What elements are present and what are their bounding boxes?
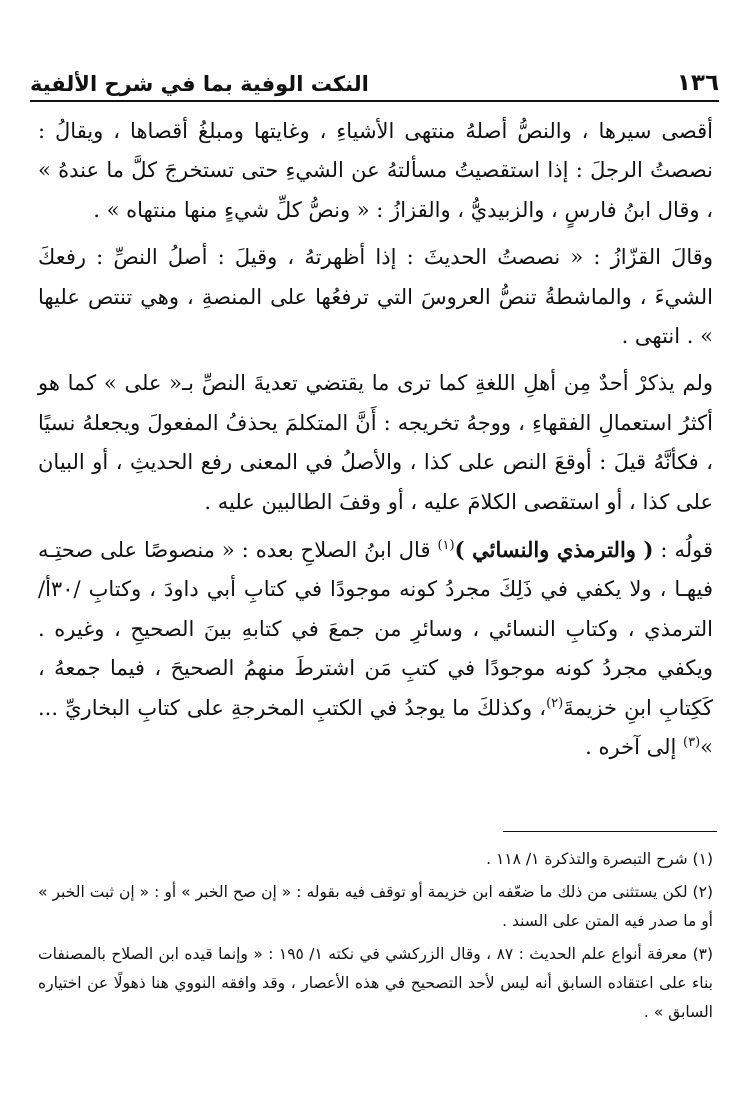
page-number: ١٣٦ [676, 70, 719, 96]
paragraph-2: وقالَ القزّازُ : « نصصتُ الحديثَ : إذا أظهرتهُ ، وقيلَ : أصلُ النصِّ : رفعكَ الشيءَ ، والماشطةُ تنصُّ العروسَ التي ترفعُها على المنصةِ ، وهي تنتص عليها » . انتهى . [38, 245, 713, 349]
footnote-1: (١) شرح التبصرة والتذكرة ١/ ١١٨ . [486, 850, 713, 868]
paragraph-1: أقصى سيرها ، والنصُّ أصلهُ منتهى الأشياءِ ، وغايتها ومبلغُ أقصاها ، ويقالُ : نصصتُ الرجلَ : إذا استقصيتُ مسألتهُ عن الشيءِ حتى تستخرجَ كلَّ ما عندهُ » ، وقال ابنُ فارسٍ ، والزبيديُّ ، والقزازُ : « ونصُّ كلِّ شيءٍ منها منتهاه » . [38, 119, 713, 222]
main-text [38, 112, 713, 776]
paragraph-4-text-2: ، وكذلكَ ما يوجدُ في الكتبِ المخرجةِ على كتابِ البخاريِّ ... » [38, 695, 713, 760]
footnote-ref-3: (٣) [683, 735, 701, 751]
footnote-3: (٣) معرفة أنواع علم الحديث : ٨٧ ، وقال الزركشي في نكته ١/ ١٩٥ : « وإنما قيده ابن الصلاح بالمصنفات بناء على اعتقاده السابق أنه ليس لأحد التصحيح في هذه الأعصار ، وقد وافقه النووي هنا ذهولًا عن اختياره السابق » . [38, 945, 714, 1021]
footnote-ref-1: (١) [437, 538, 455, 554]
paragraph-4-text: قال ابنُ الصلاحِ بعده : « منصوصًا على صحتِـه فيهـا ، ولا يكفي في ذَلِكَ مجردُ كونه موجودًا في كتابِ أبي داودَ ، وكتابِ /٣٠أ/ الترمذي ، وكتابِ النسائي ، وسائرِ من جمعَ في كتابهِ بينَ الصحيحِ ، وغيره . ويكفي مجردُ كونه موجودًا في كتبِ مَن اشترطَ منهمُ الصحيحَ ، فيما جمعهُ ، كَكِتابِ ابنِ خزيمةَ [38, 538, 714, 720]
footnote-ref-2: (٢) [546, 695, 564, 711]
running-title: النكت الوفية بما في شرح الألفية [30, 72, 369, 96]
paragraph-4 [38, 530, 713, 767]
footnotes [38, 845, 713, 1031]
footnote-2: (٢) لكن يستثنى من ذلك ما ضعّفه ابن خزيمة أو توقف فيه بقوله : « إن صح الخبر » أو : « إن ثبت الخبر » أو ما صدر فيه المتن على السند . [38, 883, 713, 930]
footnote-divider [503, 831, 717, 832]
page-header [30, 58, 719, 102]
quoted-phrase: ( والترمذي والنسائي ) [454, 537, 654, 563]
paragraph-4-end: إلى آخره . [585, 735, 683, 760]
paragraph-3: ولم يذكرْ أحدٌ مِن أهلِ اللغةِ كما ترى ما يقتضي تعديةَ النصِّ بـ« على » كما هو أكثرُ استعمالِ الفقهاءِ ، ووجهُ تخريجه : أَنَّ المتكلمَ يحذفُ المفعولَ ويجعلهُ نسيًا ، فكأنَّهُ قيلَ : أوقعَ النص على كذا ، والأصلُ في المعنى رفع الحديثِ ، أو البيان على كذا ، أو استقصى الكلامَ عليه ، أو وقفَ الطالبين عليه . [38, 371, 713, 514]
paragraph-4-intro: قولُه : [653, 538, 713, 563]
